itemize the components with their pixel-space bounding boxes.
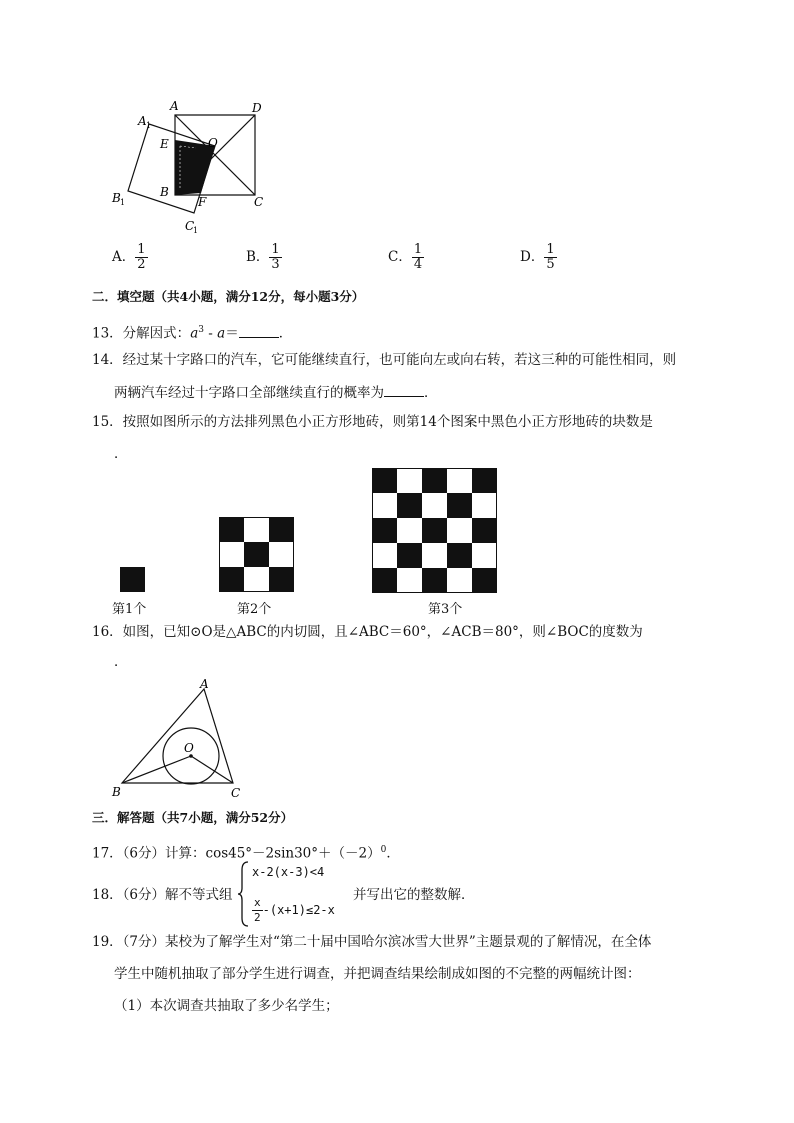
label-c1-sub: 1 [193, 226, 199, 235]
option-letter: D． [520, 249, 545, 265]
label-b: B [160, 185, 169, 199]
segment-co [191, 756, 233, 783]
label-o: O [184, 741, 194, 755]
label-f: F [198, 195, 207, 209]
q18-ineq2-rest: -(x+1)≤2-x [262, 903, 335, 917]
label-a: A [200, 677, 209, 691]
q13-minus: - [203, 325, 218, 342]
question-18-prefix: 18．（6分）解不等式组 [92, 887, 233, 903]
option-letter: C． [388, 249, 412, 265]
q12-option-a [112, 243, 148, 272]
label-b: B [112, 785, 121, 799]
q14-text: 两辆汽车经过十字路口全部继续直行的概率为 [114, 385, 384, 401]
q13-var-a2: a [217, 325, 226, 342]
q17-exponent: 0 [380, 845, 387, 855]
question-13 [92, 320, 292, 344]
question-16-line2: ． [114, 654, 128, 670]
black-tile [219, 517, 244, 542]
q12-option-c [388, 243, 424, 272]
section-3-title: 三．解答题（共7小题，满分52分） [92, 810, 294, 825]
question-15-line1: 15．按照如图所示的方法排列黑色小正方形地砖，则第14个图案中黑色小正方形地砖的块数是 [92, 414, 653, 430]
black-tile [269, 517, 294, 542]
tile-pattern-1 [120, 567, 145, 592]
q13-prefix: 13．分解因式： [92, 325, 191, 342]
q17-text: 17．（6分）计算：cos45°－2sin30°＋（－2） [92, 845, 381, 862]
label-o: O [208, 136, 218, 150]
question-18-suffix: 并写出它的整数解． [353, 887, 475, 903]
question-19-part1: （1）本次调查共抽取了多少名学生； [114, 998, 339, 1014]
q13-end: ． [278, 325, 293, 342]
question-19-line2: 学生中随机抽取了部分学生进行调查，并把调查结果绘制成如图的不完整的两幅统计图： [114, 966, 641, 982]
q12-figure [108, 96, 278, 240]
option-fraction: $\frac{1}{4}$ [413, 242, 423, 272]
label-a1-sub: 1 [146, 121, 152, 130]
label-b1: B [112, 191, 121, 205]
black-tile [447, 493, 472, 518]
black-tile [372, 568, 397, 593]
label-c1: C [185, 219, 195, 233]
label-b1-sub: 1 [120, 198, 126, 207]
black-tile [120, 567, 145, 592]
caption-pattern-1: 第1个 [112, 602, 147, 617]
option-letter: B． [246, 249, 270, 265]
option-letter: A． [112, 249, 136, 265]
black-tile [447, 543, 472, 568]
black-tile [422, 568, 447, 593]
q13-answer-blank[interactable] [239, 323, 279, 338]
q17-end: ． [386, 845, 400, 862]
q13-exponent: 3 [198, 325, 204, 335]
black-tile [269, 567, 294, 592]
black-tile [397, 493, 422, 518]
question-14-line2 [114, 382, 438, 403]
black-tile [219, 567, 244, 592]
q12-option-d [520, 243, 557, 272]
question-15-line2: ． [114, 446, 128, 462]
black-tile [372, 468, 397, 493]
black-tile [472, 468, 497, 493]
tile-pattern-3 [372, 468, 497, 593]
segment-bo [122, 756, 191, 783]
label-c: C [254, 195, 264, 209]
q14-answer-blank[interactable] [384, 382, 424, 397]
black-tile [472, 518, 497, 543]
q14-end: ． [424, 385, 438, 401]
tile-pattern-2 [219, 517, 294, 592]
black-tile [422, 518, 447, 543]
q13-var-a: a [190, 325, 199, 342]
option-fraction: $\frac{1}{5}$ [546, 242, 555, 272]
black-tile [422, 468, 447, 493]
q18-fraction: $\frac{x}{2}$ [254, 896, 261, 924]
section-2-title: 二．填空题（共4小题，满分12分，每小题3分） [92, 289, 365, 304]
black-tile [472, 568, 497, 593]
label-e: E [160, 137, 169, 151]
q12-option-b [246, 243, 282, 272]
q13-equals: ＝ [225, 325, 239, 342]
caption-pattern-2: 第2个 [237, 602, 272, 617]
q18-inequality-1: x-2(x-3)<4 [252, 865, 325, 879]
question-14-line1: 14．经过某十字路口的汽车，它可能继续直行，也可能向左或向右转，若这三种的可能性相同，则 [92, 352, 677, 368]
black-tile [372, 518, 397, 543]
option-fraction: $\frac{1}{2}$ [137, 242, 146, 272]
option-fraction: $\frac{1}{3}$ [271, 242, 280, 272]
label-d: D [252, 101, 262, 115]
caption-pattern-3: 第3个 [428, 602, 463, 617]
q16-figure [108, 676, 258, 802]
label-c: C [231, 786, 241, 800]
label-a: A [170, 99, 179, 113]
black-tile [397, 543, 422, 568]
black-tile [244, 542, 269, 567]
brace [238, 860, 250, 928]
label-a1: A [138, 114, 147, 128]
q18-inequality-2 [252, 896, 335, 925]
question-19-line1: 19．（7分）某校为了解学生对“第二十届中国哈尔滨冰雪大世界”主题景观的了解情况，在全体 [92, 934, 652, 950]
question-16-line1: 16．如图，已知⊙O是△ABC的内切圆，且∠ABC＝60°，∠ACB＝80°，则∠BOC的度数为 [92, 624, 643, 640]
